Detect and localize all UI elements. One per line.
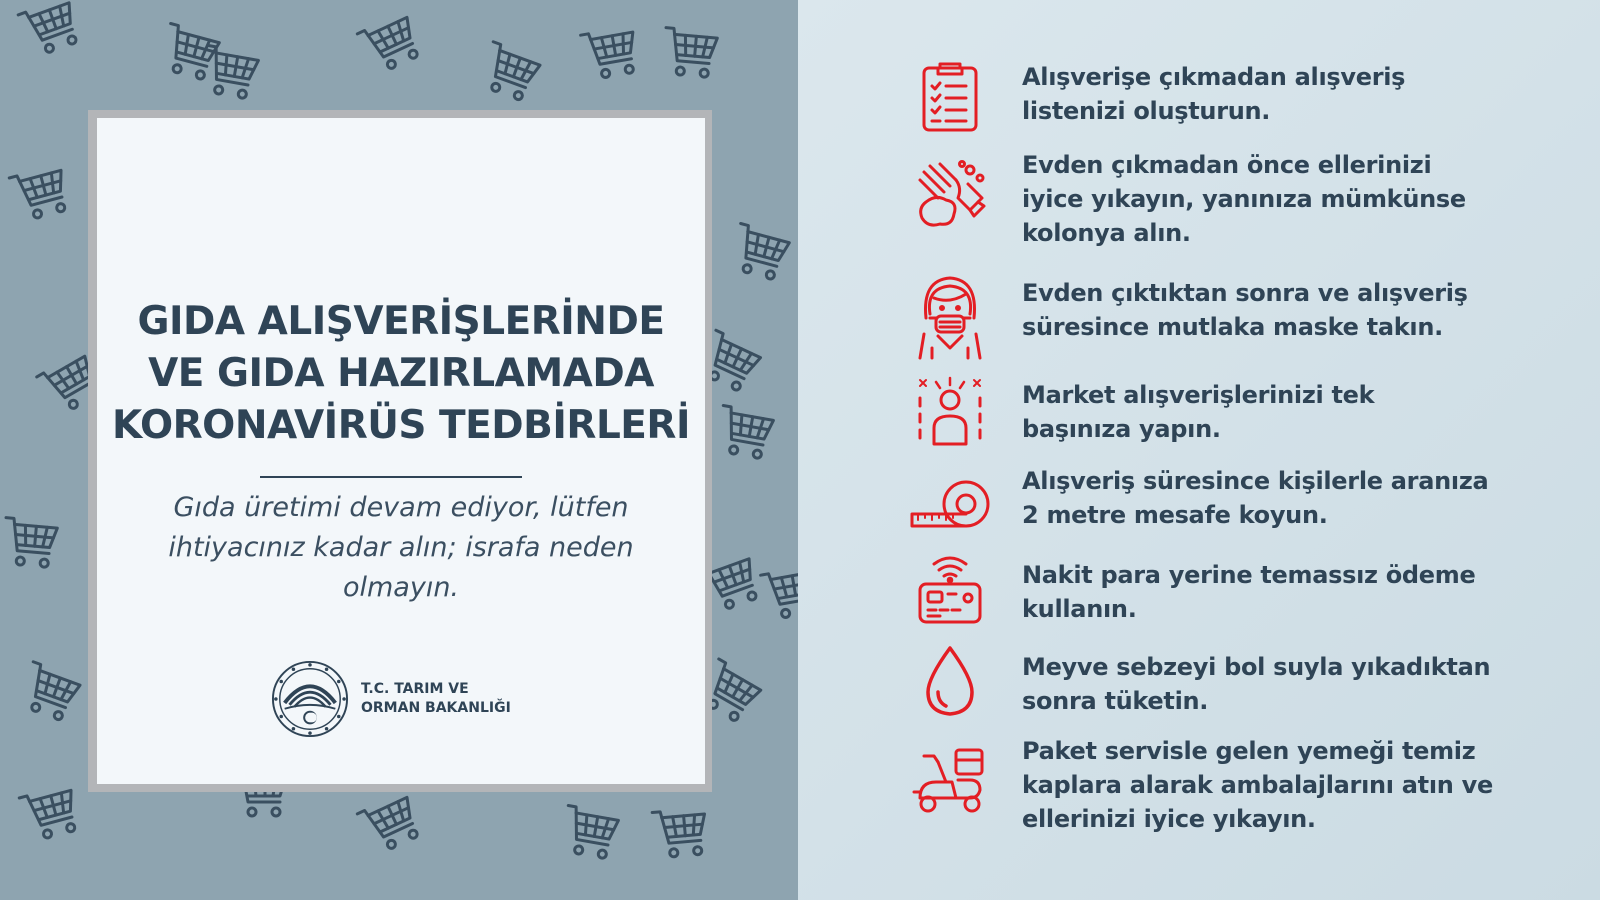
- person-alone-icon: [912, 372, 988, 448]
- tip-text: [1022, 734, 1492, 836]
- measuring-tape-icon: [908, 464, 994, 540]
- tip-line: Alışverişe çıkmadan alışveriş: [1022, 63, 1406, 91]
- subtitle: [127, 488, 675, 608]
- title-divider: [260, 476, 522, 478]
- title-line: VE GIDA HAZIRLAMADA: [148, 351, 654, 396]
- ministry-emblem-icon: [271, 660, 349, 738]
- tip-line: Nakit para yerine temassız ödeme: [1022, 561, 1476, 589]
- shopping-cart-icon: [755, 555, 798, 629]
- tip-line: ellerinizi iyice yıkayın.: [1022, 805, 1316, 833]
- shopping-cart-icon: [11, 651, 93, 733]
- tip-line: kolonya alın.: [1022, 219, 1191, 247]
- shopping-cart-icon: [555, 795, 629, 869]
- page-title: [97, 296, 705, 452]
- tip-line: iyice yıkayın, yanınıza mümkünse: [1022, 185, 1466, 213]
- face-mask-icon: [912, 274, 988, 360]
- tip-line: Evden çıktıktan sonra ve alışveriş: [1022, 279, 1468, 307]
- shopping-cart-icon: [13, 773, 91, 851]
- tip-line: Paket servisle gelen yemeği temiz: [1022, 737, 1476, 765]
- tip-text: [1022, 650, 1492, 718]
- shopping-cart-icon: [349, 0, 434, 85]
- shopping-cart-icon: [195, 35, 269, 109]
- tip-line: kullanın.: [1022, 595, 1137, 623]
- shopping-cart-icon: [657, 17, 726, 86]
- tip-text: [1022, 464, 1492, 532]
- water-drop-icon: [912, 642, 988, 718]
- ministry-name-line: ORMAN BAKANLIĞI: [361, 700, 511, 716]
- title-line: KORONAVİRÜS TEDBİRLERİ: [112, 403, 690, 448]
- info-card: [97, 118, 705, 784]
- title-line: GIDA ALIŞVERİŞLERİNDE: [137, 299, 665, 344]
- tip-line: sonra tüketin.: [1022, 687, 1209, 715]
- tip-line: Meyve sebzeyi bol suyla yıkadıktan: [1022, 653, 1491, 681]
- shopping-cart-icon: [710, 395, 784, 469]
- tip-text: [1022, 148, 1492, 250]
- tip-line: kaplara alarak ambalajlarını atın ve: [1022, 771, 1493, 799]
- tip-line: başınıza yapın.: [1022, 415, 1221, 443]
- subtitle-line: Gıda üretimi devam ediyor, lütfen: [173, 492, 629, 523]
- tip-text: [1022, 276, 1492, 344]
- tip-text: [1022, 558, 1492, 626]
- delivery-scooter-icon: [912, 742, 988, 818]
- subtitle-line: ihtiyacınız kadar alın; israfa neden: [168, 532, 634, 563]
- shopping-cart-icon: [3, 153, 81, 231]
- tip-text: [1022, 378, 1492, 446]
- shopping-cart-icon: [647, 797, 716, 866]
- shopping-cart-icon: [11, 0, 93, 67]
- tip-line: Evden çıkmadan önce ellerinizi: [1022, 151, 1432, 179]
- tip-text: [1022, 60, 1492, 128]
- left-panel: [0, 0, 798, 900]
- tip-line: 2 metre mesafe koyun.: [1022, 501, 1328, 529]
- contactless-card-icon: [912, 550, 988, 626]
- tip-line: listenizi oluşturun.: [1022, 97, 1271, 125]
- subtitle-line: olmayın.: [342, 572, 460, 603]
- shopping-cart-icon: [723, 213, 798, 291]
- ministry-name-line: T.C. TARIM VE: [361, 681, 469, 697]
- shopping-cart-icon: [471, 31, 553, 113]
- tip-line: Alışveriş süresince kişilerle aranıza: [1022, 467, 1489, 495]
- hand-washing-icon: [912, 158, 988, 234]
- ministry-name: [361, 680, 511, 718]
- tip-line: Market alışverişlerinizi tek: [1022, 381, 1375, 409]
- shopping-cart-icon: [575, 15, 649, 89]
- shopping-cart-icon: [349, 779, 434, 864]
- clipboard-checklist-icon: [912, 58, 988, 134]
- shopping-cart-icon: [0, 507, 67, 576]
- tip-line: süresince mutlaka maske takın.: [1022, 313, 1443, 341]
- right-panel: [798, 0, 1600, 900]
